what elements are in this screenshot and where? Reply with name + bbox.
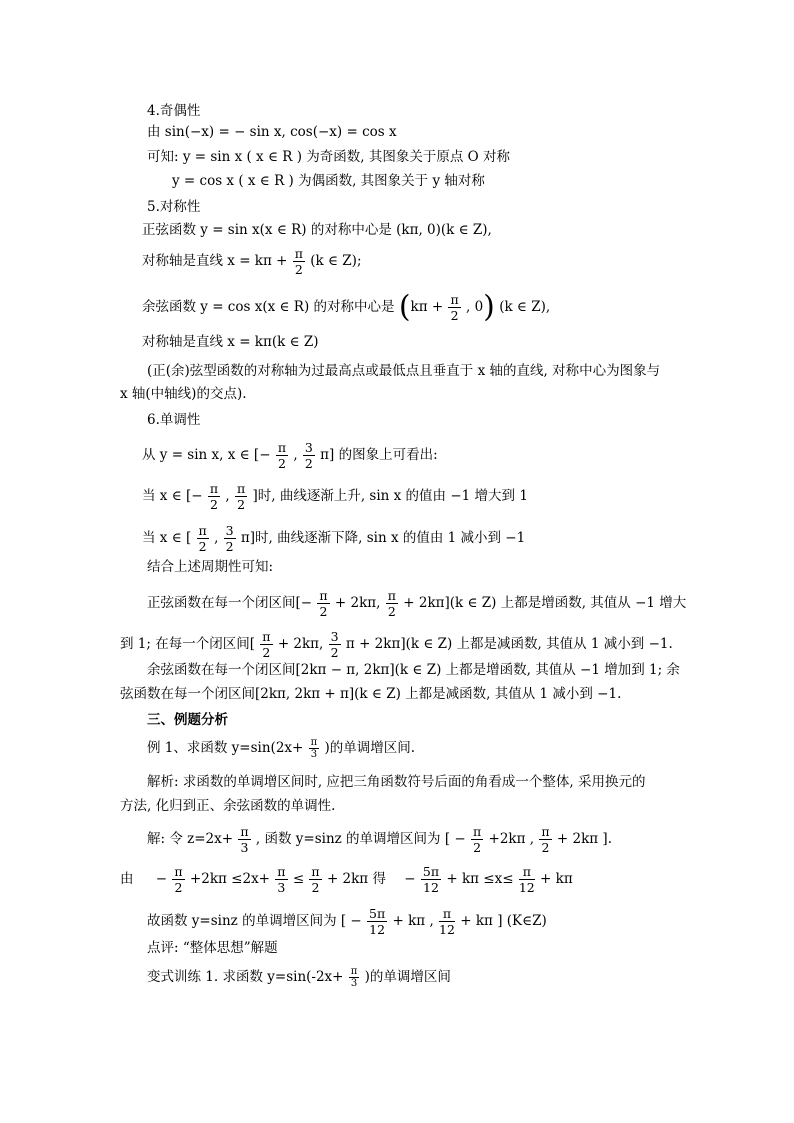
symmetry-note: (正(余)弦型函数的对称轴为过最高点或最低点且垂直于 x 轴的直线, 对称中心为图象与 (147, 363, 661, 379)
parity-identity: 由 sin(−x) = − sin x, cos(−x) = cos x (147, 124, 397, 140)
fraction: $\frac{\pi}{2}$ (319, 588, 328, 619)
example-1-analysis-continued: 方法, 化归到正、余弦函数的单调性. (120, 798, 336, 814)
sine-decreasing-intervals: 到 1; 在每一个闭区间[ $\frac{\pi}{2}$ + 2kπ, $\frac{3}{2}$ π + 2kπ](k ∈ Z) 上都是减函数, 其值从 1 减小到 −1. (120, 629, 673, 660)
fraction: $\frac{\pi}{3}$ (240, 824, 249, 855)
fraction: $\frac{\pi}{12}$ (518, 864, 535, 895)
fraction: $\frac{\pi}{2}$ (387, 588, 396, 619)
sine-symmetry-center: 正弦函数 y = sin x(x ∈ R) 的对称中心是 (kπ, 0)(k ∈ Z), (142, 222, 492, 238)
fraction: $\frac{\pi}{2}$ (277, 440, 287, 471)
example-1-solution: 解: 令 z=2x+ $\frac{\pi}{3}$ , 函数 y=sinz 的单调增区间为 [ − $\frac{\pi}{2}$ +2kπ , $\frac{\pi}{2}$ + 2kπ ]. (147, 824, 612, 855)
fraction: $\frac{\pi}{2}$ (450, 292, 459, 323)
fraction: $\frac{\pi}{2}$ (294, 246, 303, 277)
section-heading-monotonicity: 6.单调性 (147, 412, 201, 428)
fraction: $\frac{\pi}{2}$ (473, 824, 482, 855)
cosine-symmetry-center: 余弦函数 y = cos x(x ∈ R) 的对称中心是 (kπ + $\frac{\pi}{2}$ , 0) (k ∈ Z), (142, 289, 551, 325)
symmetry-note-continued: x 轴(中轴线)的交点). (120, 386, 247, 402)
fraction: $\frac{\pi}{2}$ (174, 864, 183, 895)
example-1-comment: 点评: “整体思想”解题 (147, 940, 278, 956)
fraction: $\frac{\pi}{2}$ (236, 481, 246, 512)
fraction: $\frac{3}{2}$ (304, 440, 313, 471)
fraction: $\frac{5\pi}{12}$ (369, 906, 386, 937)
fraction: $\frac{\pi}{2}$ (209, 481, 219, 512)
sine-increasing-case: 当 x ∈ [− $\frac{\pi}{2}$ , $\frac{\pi}{2}$ ]时, 曲线逐渐上升, sin x 的值由 −1 增大到 1 (142, 481, 528, 512)
parity-even-statement: y = cos x ( x ∈ R ) 为偶函数, 其图象关于 y 轴对称 (172, 173, 485, 189)
cosine-intervals: 余弦函数在每一个闭区间[2kπ − π, 2kπ](k ∈ Z) 上都是增函数, 其值从 −1 增加到 1; 余 (147, 662, 680, 678)
fraction: $\frac{3}{2}$ (330, 629, 339, 660)
sine-decreasing-case: 当 x ∈ [ $\frac{\pi}{2}$ , $\frac{3}{2}$ π]时, 曲线逐渐下降, sin x 的值由 1 减小到 −1 (142, 523, 526, 554)
fraction: $\frac{\pi}{3}$ (277, 864, 286, 895)
section-heading-symmetry: 5.对称性 (147, 199, 201, 215)
monotonicity-intro: 从 y = sin x, x ∈ [− $\frac{\pi}{2}$ , $\frac{3}{2}$ π] 的图象上可看出: (142, 440, 438, 471)
fraction: $\frac{5\pi}{12}$ (422, 864, 440, 895)
fraction: $\frac{\pi}{2}$ (262, 629, 271, 660)
cosine-symmetry-axis: 对称轴是直线 x = kπ(k ∈ Z) (142, 334, 319, 350)
example-1-question: 例 1、求函数 y=sin(2x+ $\frac{\pi}{3}$ )的单调增区间. (147, 737, 416, 760)
fraction: $\frac{\pi}{2}$ (311, 864, 320, 895)
cosine-intervals-continued: 弦函数在每一个闭区间[2kπ, 2kπ + π](k ∈ Z) 上都是减函数, 其值从 1 减小到 −1. (120, 686, 622, 702)
periodicity-conclusion: 结合上述周期性可知: (147, 559, 274, 575)
fraction: $\frac{\pi}{3}$ (310, 737, 318, 760)
fraction: $\frac{\pi}{2}$ (541, 824, 550, 855)
example-1-analysis: 解析: 求函数的单调增区间时, 应把三角函数符号后面的角看成一个整体, 采用换元的 (147, 774, 646, 790)
parity-odd-statement: 可知: y = sin x ( x ∈ R ) 为奇函数, 其图象关于原点 O 对称 (147, 149, 510, 165)
example-1-inequality: 由 − $\frac{\pi}{2}$ +2kπ ≤2x+ $\frac{\pi}{3}$ ≤ $\frac{\pi}{2}$ + 2kπ 得 − $\frac{5\pi}{12}$ + kπ ≤x≤ $\frac{\pi}{12}$ + kπ (120, 864, 573, 895)
fraction: $\frac{3}{2}$ (225, 523, 234, 554)
fraction: $\frac{\pi}{12}$ (439, 906, 455, 937)
section-heading-parity: 4.奇偶性 (147, 103, 201, 119)
sine-symmetry-axis: 对称轴是直线 x = kπ + $\frac{\pi}{2}$ (k ∈ Z); (142, 246, 362, 277)
fraction: $\frac{\pi}{3}$ (350, 966, 358, 989)
sine-increasing-intervals: 正弦函数在每一个闭区间[− $\frac{\pi}{2}$ + 2kπ, $\frac{\pi}{2}$ + 2kπ](k ∈ Z) 上都是增函数, 其值从 −1 增大 (147, 588, 687, 619)
section-heading-examples: 三、例题分析 (147, 712, 228, 728)
fraction: $\frac{\pi}{2}$ (198, 523, 207, 554)
example-1-answer: 故函数 y=sinz 的单调增区间为 [ − $\frac{5\pi}{12}$ + kπ , $\frac{\pi}{12}$ + kπ ] (K∈Z) (147, 906, 547, 937)
variant-exercise-1: 变式训练 1. 求函数 y=sin(-2x+ $\frac{\pi}{3}$ )的单调增区间 (147, 966, 451, 989)
